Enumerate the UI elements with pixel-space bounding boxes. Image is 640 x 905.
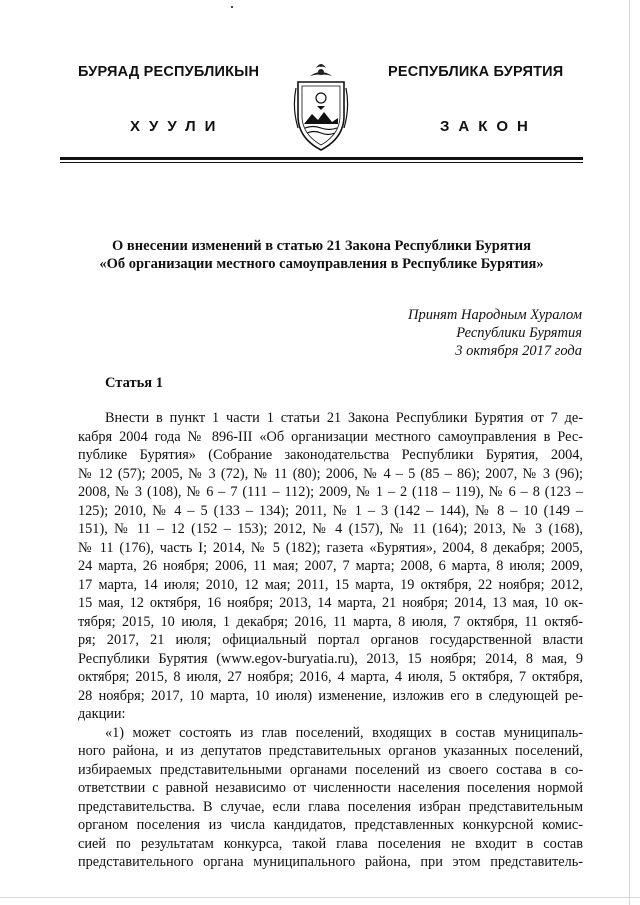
article-body [78,409,583,872]
body-line: «1) может состоять из глав поселений, входящих в состав муниципаль- [105,724,583,741]
body-line: Республики Бурятия (www.egov-buryatia.ru), 2013, 15 ноября; 2014, 8 мая, 9 [78,650,583,667]
law-title [60,237,583,273]
body-line: органом поселения из числа кандидатов, представленных конкурсной комис- [78,817,583,833]
header-left-subtitle: ХУУЛИ [130,118,225,135]
adoption-note [330,306,582,360]
body-line: 151), № 11 – 12 (152 – 153); 2012, № 4 (157), № 11 (164); 2013, № 3 (168), [78,521,583,537]
body-line: ря; 2017, 21 июля; официальный портал органов государственной власти [78,632,583,648]
adoption-note-line: Республики Бурятия [456,325,582,341]
body-line: представительства. В случае, если глава поселения избран представительным [78,798,583,815]
header-left-title: БУРЯАД РЕСПУБЛИКЫН [78,64,260,80]
body-line: сией по результатам конкурса, такой глава поселения не входит в состав [78,835,583,852]
adoption-note-line: Принят Народным Хуралом [407,307,582,323]
header-rule-thick [60,157,583,160]
body-line: публике Бурятия» (Собрание законодательства Республики Бурятия, 2004, [78,447,583,463]
body-line: Внести в пункт 1 части 1 статьи 21 Закона Республики Бурятия от 7 де- [105,410,583,426]
article-heading: Статья 1 [105,375,163,391]
header-right-subtitle: ЗАКОН [440,118,537,135]
republic-coat-of-arms-icon [290,58,352,158]
body-line: кабря 2004 года № 896-III «Об организации местного самоуправления в Рес- [78,428,583,445]
page-edge-right [629,0,630,905]
law-title-line: О внесении изменений в статью 21 Закона Республики Бурятия [112,238,531,254]
page-edge-bottom [0,897,640,898]
header-rule-thin [60,162,583,163]
body-line: избираемых представительными органами поселений из своего состава в со- [78,761,583,778]
body-line: 17 марта, 14 июля; 2010, 12 мая; 2011, 15 марта, 19 октября, 22 ноября; 2012, [78,576,583,593]
body-line: № 11 (176), часть I; 2014, № 5 (182); газета «Бурятия», 2004, 8 декабря; 2005, [78,539,583,556]
header-right-title: РЕСПУБЛИКА БУРЯТИЯ [388,64,564,80]
body-line: 2008, № 3 (108), № 6 – 7 (111 – 112); 2009, № 1 – 2 (118 – 119), № 6 – 8 (123 – [78,484,583,500]
body-line: 24 марта, 26 ноября; 2006, 11 мая; 2007, 7 марта; 2008, 6 марта, 8 июля; 2009, [78,558,583,574]
body-line: ответствии с равной независимо от численности населения поселения нормой [78,780,583,796]
scan-speck [231,6,233,8]
law-title-line: «Об организации местного самоуправления в Республике Бурятия» [99,256,544,272]
body-line: ного района, и из депутатов представительных органов указанных поселений, [78,743,583,759]
body-line: дакции: [78,706,126,722]
body-line: 28 ноября; 2017, 10 марта, 10 июля) изменение, изложив его в следующей ре- [78,687,583,704]
body-line: представительного органа муниципального района, при этом представитель- [78,854,583,870]
body-line: № 12 (57); 2005, № 3 (72), № 11 (80); 2006, № 4 – 5 (85 – 86); 2007, № 3 (96); [78,465,583,482]
body-line: 125); 2010, № 4 – 5 (133 – 134); 2011, № 1 – 3 (142 – 144), № 8 – 10 (149 – [78,502,583,519]
body-line: тября; 2015, 10 июля, 1 декабря; 2016, 11 марта, 8 июля, 7 октября, 11 октяб- [78,613,583,630]
body-line: октября; 2015, 8 июля, 27 ноября; 2016, 4 марта, 4 июля, 5 октября, 7 октября, [78,669,583,685]
adoption-date: 3 октября 2017 года [455,343,582,359]
body-line: 15 мая, 12 октября, 16 ноября; 2013, 14 марта, 21 ноября; 2014, 13 мая, 10 ок- [78,595,583,611]
